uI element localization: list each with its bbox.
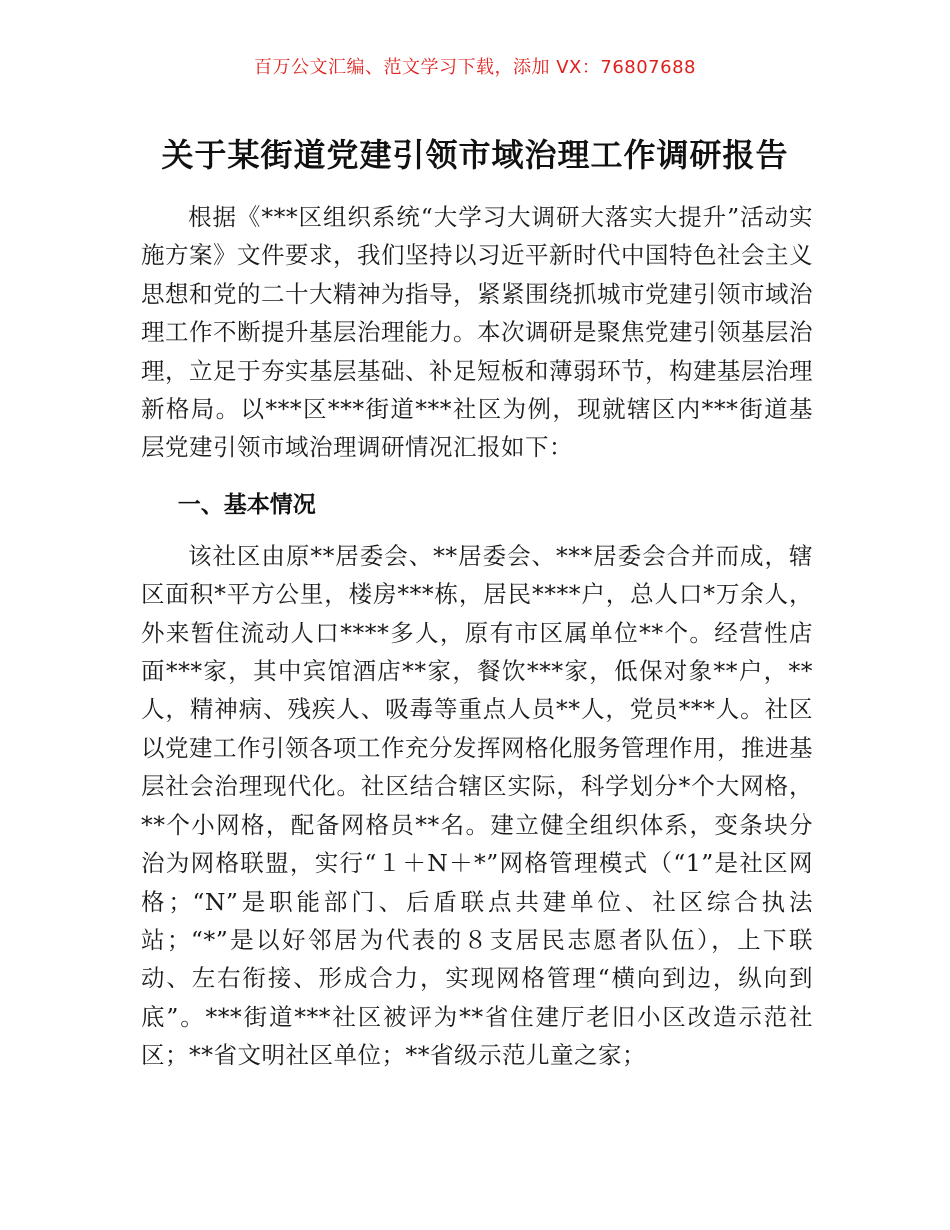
section-heading-basic-situation: 一、基本情况 [177, 491, 316, 518]
promo-banner: 百万公文汇编、范文学习下载，添加 VX：76807688 [254, 57, 696, 78]
document-body [141, 198, 813, 1075]
document-title: 关于某街道党建引领市域治理工作调研报告 [161, 136, 789, 175]
intro-paragraph: 根据《***区组织系统“大学习大调研大落实大提升”活动实施方案》文件要求，我们坚持以习近平新时代中国特色社会主义思想和党的二十大精神为指导，紧紧围绕抓城市党建引领市域治理工作不断提升基层治理能力。本次调研是聚焦党建引领基层治理，立足于夯实基层基础、补足短板和薄弱环节，构建基层治理新格局。以***区***街道***社区为例，现就辖区内***街道基层党建引领市域治理调研情况汇报如下： [141, 203, 813, 462]
basic-situation-paragraph: 该社区由原**居委会、**居委会、***居委会合并而成，辖区面积*平方公里，楼房***栋，居民****户，总人口*万余人，外来暂住流动人口****多人，原有市区属单位**个。经营性店面***家，其中宾馆酒店**家，餐饮***家，低保对象**户，**人，精神病、残疾人、吸毒等重点人员**人，党员***人。社区以党建工作引领各项工作充分发挥网格化服务管理作用，推进基层社会治理现代化。社区结合辖区实际，科学划分*个大网格，**个小网格，配备网格员**名。建立健全组织体系，变条块分治为网格联盟，实行“１＋N＋*”网格管理模式（“1”是社区网格；“N”是职能部门、后盾联点共建单位、社区综合执法站；“*”是以好邻居为代表的８支居民志愿者队伍），上下联动、左右衔接、形成合力，实现网格管理“横向到边，纵向到底”。***街道***社区被评为**省住建厅老旧小区改造示范社区；**省文明社区单位；**省级示范儿童之家； [141, 541, 813, 1070]
